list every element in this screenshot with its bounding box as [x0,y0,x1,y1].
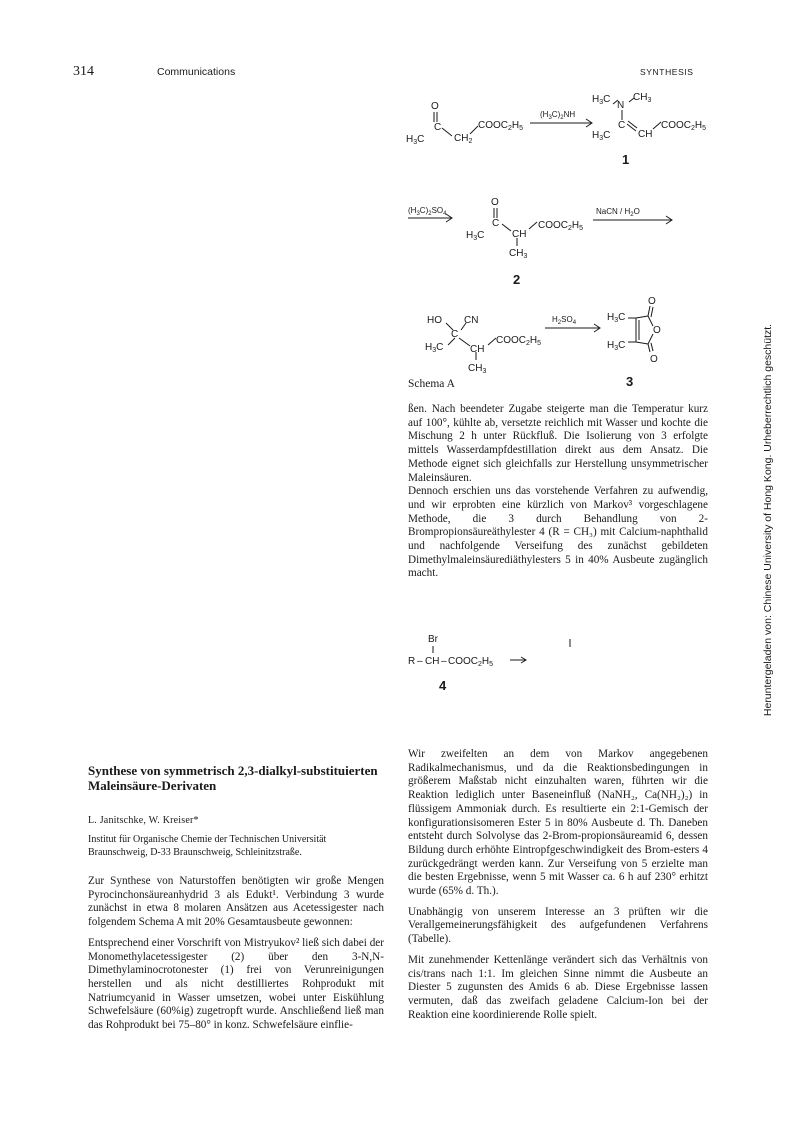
compound-label-3: 3 [626,374,634,389]
svg-text:H3C: $H_3C$ [406,134,425,146]
svg-text:CH3: $CH_3$ [468,363,487,375]
compound-label-2: 2 [513,272,521,287]
svg-text:H3C: $H_3C$ [592,130,611,142]
paragraph: Zur Synthese von Naturstoffen benötigten wir große Mengen Pyrocinchonsäureanhydrid 3 als Edukt¹. Verbindung 3 wurde zunächst in etwa 8 molaren Ansätzen aus Acetessigester nach folgendem Schema A mit 20% Gesamtausbeute gewonnen: [88,875,384,929]
reagent-sulfuric-acid: $H_2SO_4$ [552,315,577,326]
svg-text:H3C: $H_3C$ [425,342,444,354]
svg-text:COOC2H5: $COOC_2H_5$ [448,656,494,668]
compound-label-1: 1 [622,152,630,167]
svg-text:O: O [491,197,499,208]
scheme-label [408,378,455,390]
svg-text:H3C: $H_3C$ [592,94,611,106]
right-column-upper [408,403,708,581]
scheme-label-text: Schema A [408,378,455,390]
svg-text:O: O [653,325,661,336]
svg-text:C: C [451,329,459,340]
svg-text:COOC2H5: $COOC_2H_5$ [661,120,707,132]
paragraph: Entsprechend einer Vorschrift von Mistryukov² ließ sich dabei der Monomethylacetessigester (2) über den 3-N,N-Dimethylaminocrotonester (1) frei von Verunreinigungen herstellen und als nicht destilliertes Rohprodukt mit Natriumcyanid in Wasser umsetzen, wobei unter Eiskühlung Schwefelsäure (60%ig) zugetropft wurde. Anschließend ließ man das Rohprodukt bei 75–80° in konz. Schwefelsäure einflie- [88,936,384,1032]
compound-label-4: 4 [439,678,447,693]
paragraph: Mit zunehmender Kettenlänge verändert sich das Verhältnis von cis/trans nach 1:1. Im gleichen Sinne nimmt die Ausbeute an Diester 5 zugunsten des Amids 6 ab. Diese Ergebnisse lassen vermuten, daß das zweifach geladene Calcium-Ion bei der Reaktion eine koordinierende Rolle spielt. [408,953,708,1021]
download-note-text: Heruntergeladen von: Chinese University of Hong Kong. Urheberrechtlich geschützt. [762,323,774,717]
right-column-lower [408,748,708,1022]
svg-text:CH3: $CH_3$ [633,92,652,104]
section-title: Communications [157,66,236,78]
svg-text:C: C [434,122,442,133]
svg-text:R: R [408,656,416,667]
paragraph: Wir zweifelten an dem von Markov angegebenen Radikalmechanismus, und da die Reaktionsbedingungen in größerem Maßstab nicht einzuhalten waren, führten wir die Reaktion lediglich unter Baseneinfluß (NaNH₂, Ca(NH₂)₂) in flüssigem Ammoniak durch. Es resultierte ein 2:1-Gemisch der konfigurationsisomeren Ester 5 in 80% Ausbeute d. Th. Daneben entsteht durch Solvolyse das 2-Brom-propionsäureamid 6, dessen Bildung durch erhöhte Eintropfgeschwindigkeit des Brom-esters 4 zurückgedrängt werden kann. Zur Verseifung von 5 erzielte man die besten Ergebnisse, wenn 5 mit Wasser ca. 6 h auf 230° erhitzt wurde (65% d. Th.). [408,748,708,898]
svg-text:Br: Br [428,634,438,645]
svg-text:COOC2H5: $COOC_2H_5$ [478,120,524,132]
svg-text:CH: CH [425,656,440,667]
svg-text:CN: CN [464,315,479,326]
svg-text:O: O [650,354,658,365]
svg-text:CH: CH [638,129,653,140]
svg-text:CH: CH [470,344,485,355]
paragraph: ßen. Nach beendeter Zugabe steigerte man die Temperatur kurz auf 100°, kühlte ab, versetzte reichlich mit Wasser und kochte die Mischung 2 h unter Rückfluß. Die Isolierung von 3 erfolgte mittels Wasserdampfdestillation direkt aus dem Ansatz. Die Methode eignet sich gleichfalls zur Herstellung unsymmetrischer Maleinsäuren. [408,403,708,484]
svg-text:O: O [431,101,439,112]
svg-text:CH2: $CH_2$ [454,133,473,145]
svg-text:H3C: $H_3C$ [607,340,626,352]
svg-text:C: C [492,218,500,229]
svg-text:–: – [441,656,447,667]
svg-text:C: C [618,120,626,131]
svg-text:H3C: $H_3C$ [607,312,626,324]
reagent-dimethylamine: $(H_3C)_2NH$ [540,110,576,121]
svg-text:O: O [648,296,656,307]
paragraph: Unabhängig von unserem Interesse an 3 prüften wir die Verallgemeinerungsfähigkeit des aufgefundenen Verfahrens (Tabelle). [408,905,708,946]
journal-name: SYNTHESIS [640,67,694,77]
svg-text:CH: CH [512,229,527,240]
reagent-dimethylsulfate: $(H_3C)_2SO_4$ [408,206,447,217]
paragraph: Dennoch erschien uns das vorstehende Verfahren zu aufwendig, und wir erprobten eine kürzlich von Markov³ vorgeschlagene Methode, die 3 durch Behandlung von 2-Brompropionsäureäthylester 4 (R = CH₃) mit Calcium-naphthalid und nachfolgende Verseifung des zunächst gebildeten Dimethylmaleinsäurediäthylesters 5 in 40% Ausbeute zugänglich macht. [408,485,708,580]
article-title: Synthese von symmetrisch 2,3-dialkyl-substituierten Maleinsäure-Derivaten [88,763,378,793]
article-affiliation: Institut für Organische Chemie der Technischen Universität Braunschweig, D-33 Braunschweig, Schleinitzstraße. [88,834,327,858]
svg-text:COOC2H5: $COOC_2H_5$ [538,220,584,232]
svg-text:–: – [417,656,423,667]
article-authors: L. Janitschke, W. Kreiser* [88,815,199,826]
svg-text:HO: HO [427,315,442,326]
svg-text:COOC2H5: $COOC_2H_5$ [496,335,542,347]
svg-text:CH3: $CH_3$ [509,248,528,260]
page-number: 314 [73,64,94,79]
reagent-sodium-cyanide: NaCN / $H_2O$ [596,207,640,218]
svg-text:N: N [617,100,625,111]
svg-text:H3C: $H_3C$ [466,230,485,242]
left-column [88,875,384,1033]
